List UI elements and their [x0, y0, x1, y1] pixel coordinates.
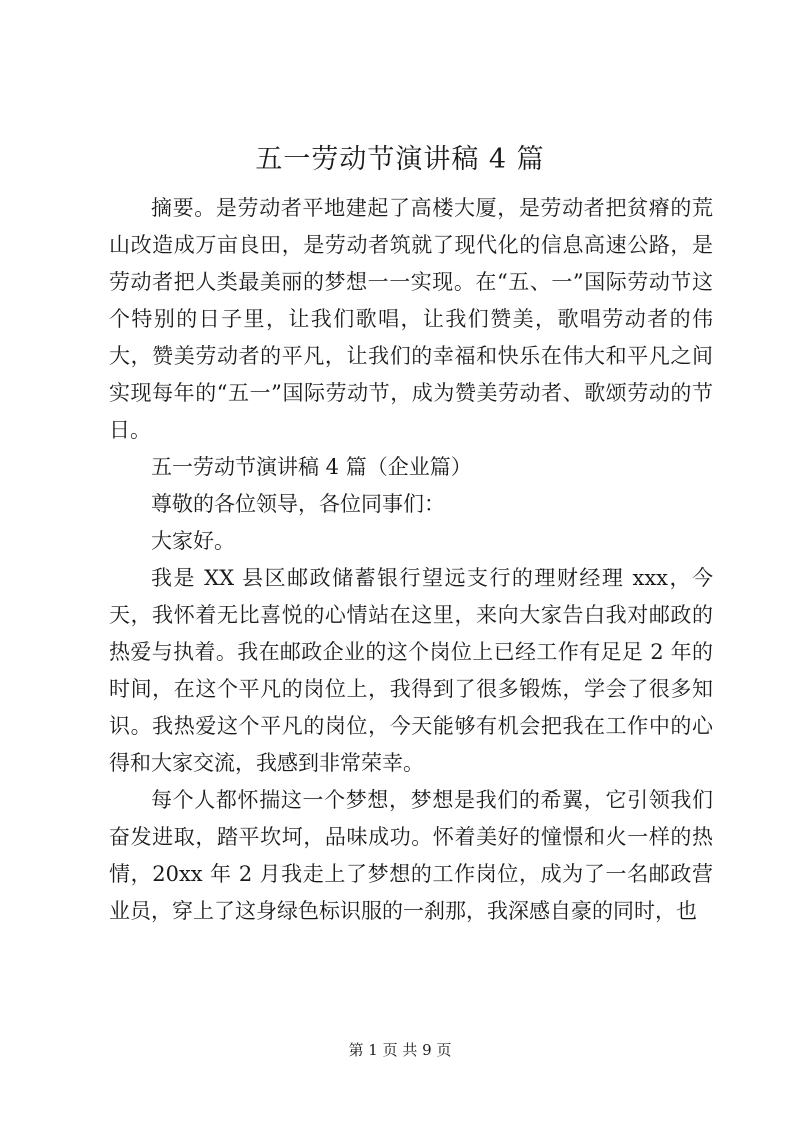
document-title: 五一劳动节演讲稿 4 篇: [255, 144, 545, 175]
paragraph-dream: 每个人都怀揣这一个梦想，梦想是我们的希翼，它引领我们奋发进取，踏平坎坷，品味成功。怀着美好的憧憬和火一样的热情，20xx 年 2 月我走上了梦想的工作岗位，成为了一名邮政营业员，穿上了这身绿色标识服的一刹那，我深感自豪的同时，也: [109, 788, 713, 923]
page-number-footer: 第 1 页 共 9 页: [348, 1041, 452, 1059]
paragraph-abstract: 摘要。是劳动者平地建起了高楼大厦，是劳动者把贫瘠的荒山改造成万亩良田，是劳动者筑就了现代化的信息高速公路，是劳动者把人类最美丽的梦想一一实现。在“五、一”国际劳动节这个特别的日子里，让我们歌唱，让我们赞美，歌唱劳动者的伟大，赞美劳动者的平凡，让我们的幸福和快乐在伟大和平凡之间实现每年的“五一”国际劳动节，成为赞美劳动者、歌颂劳动的节日。: [109, 196, 713, 442]
document-body: [109, 190, 713, 930]
paragraph-subtitle: 五一劳动节演讲稿 4 篇（企业篇）: [151, 455, 472, 479]
paragraph-salutation: 尊敬的各位领导，各位同事们：: [151, 492, 445, 516]
paragraph-introduction: 我是 XX 县区邮政储蓄银行望远支行的理财经理 xxx，今天，我怀着无比喜悦的心情站在这里，来向大家告白我对邮政的热爱与执着。我在邮政企业的这个岗位上已经工作有足足 2 年的时间，在这个平凡的岗位上，我得到了很多锻炼，学会了很多知识。我热爱这个平凡的岗位，今天能够有机会把我在工作中的心得和大家交流，我感到非常荣幸。: [109, 566, 713, 775]
paragraph-greeting: 大家好。: [151, 529, 235, 553]
